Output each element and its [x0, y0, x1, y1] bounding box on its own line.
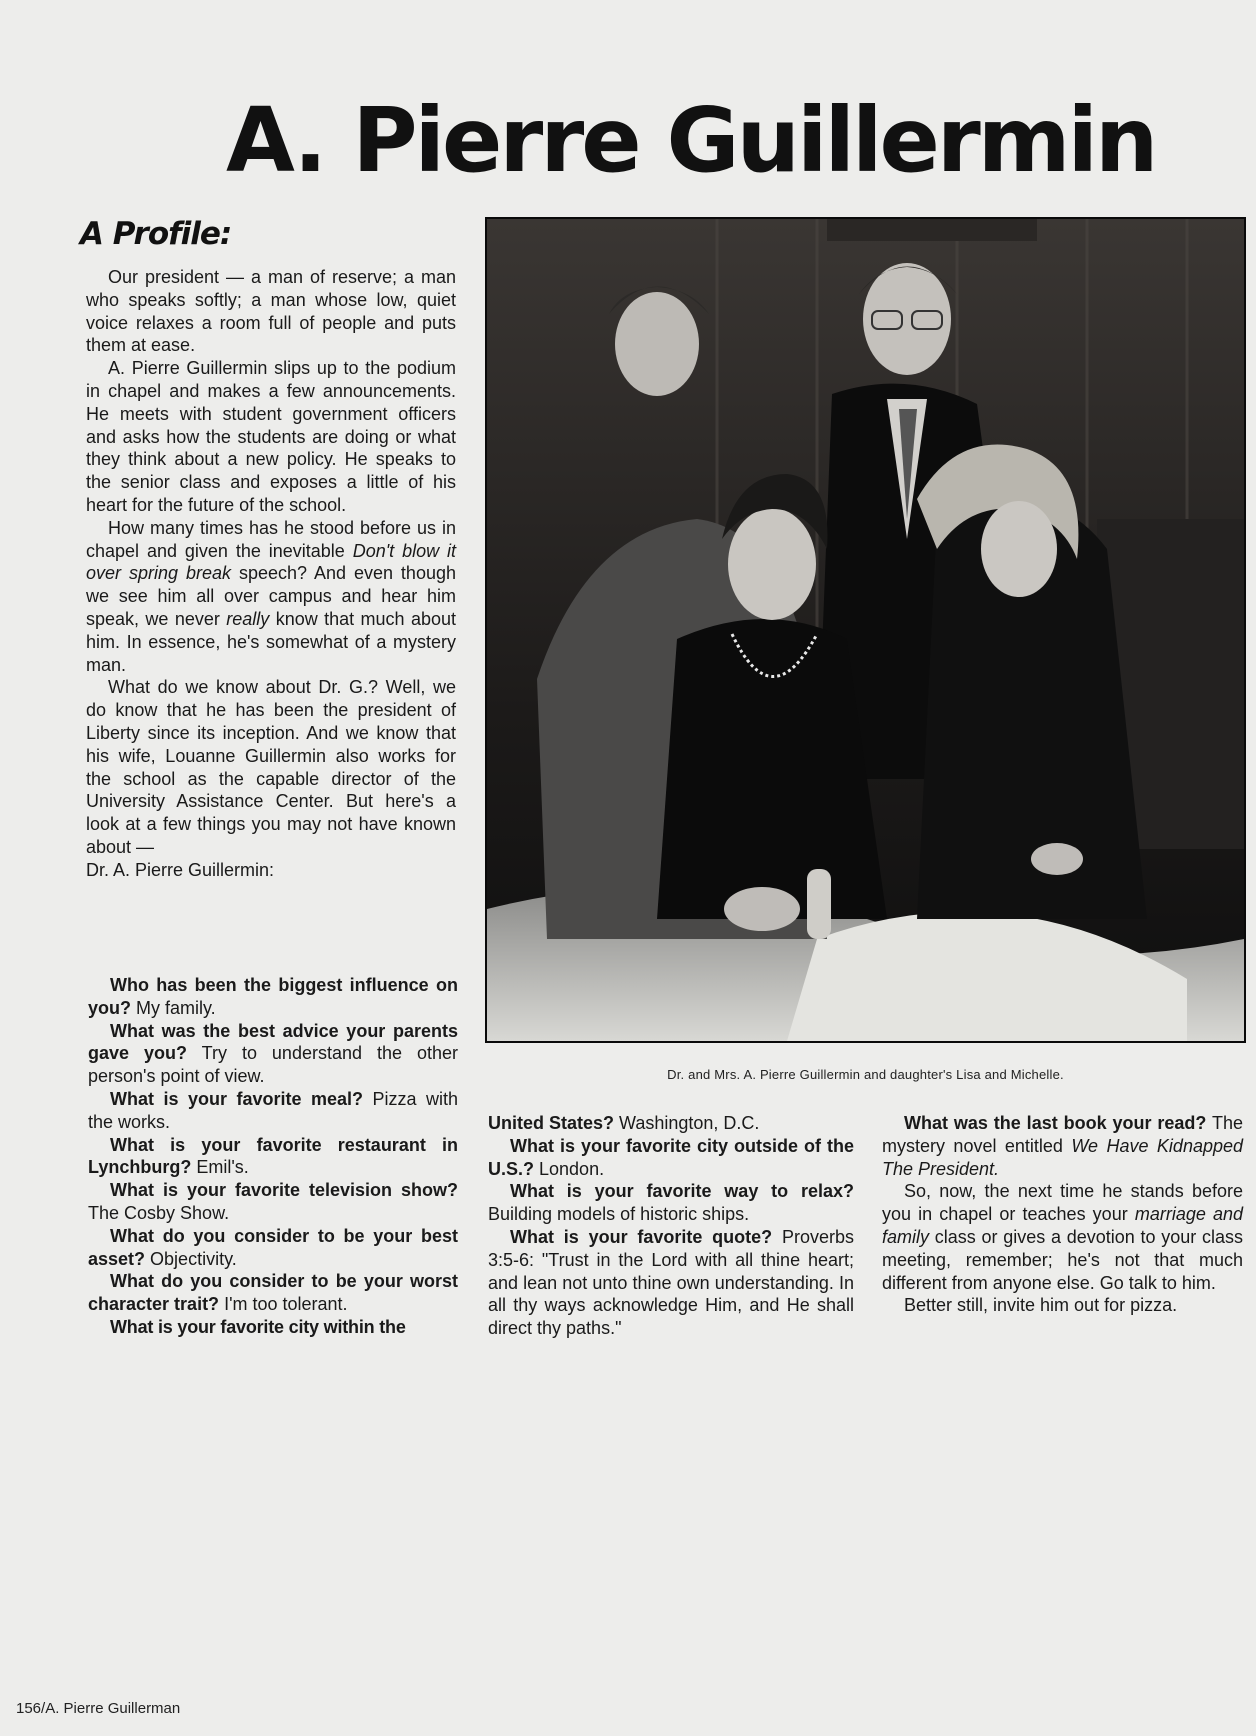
question: What do you consider to be your worst character trait? [88, 1271, 458, 1315]
family-photo-image [487, 219, 1244, 1041]
closing-paragraph-1: So, now, the next time he stands before you in chapel or teaches your marriage and family class or gives a devotion to your class meeting, remember; he's not that much different from anyone else. Go talk to him. [882, 1181, 1243, 1293]
intro-paragraph-2: A. Pierre Guillermin slips up to the podium in chapel and makes a few announcements. He meets with student government officers and asks how the students are doing or what they think about a new policy. He speaks to the senior class and exposes a little of his heart for the future of the school. [86, 358, 456, 515]
intro-paragraph-4-end: Dr. A. Pierre Guillermin: [86, 859, 275, 880]
question: What was the best advice your parents gave you? [88, 1020, 458, 1064]
qa-item [882, 1112, 1243, 1180]
qa-item [488, 1112, 854, 1135]
answer: Try to understand the other person's point of view. [88, 1043, 458, 1087]
speech-title: Don't blow it over spring break [86, 540, 457, 584]
answer: I'm too tolerant. [219, 1294, 348, 1315]
question-part-1: What is your favorite city within the [110, 1316, 406, 1337]
qa-item [88, 974, 458, 1020]
answer: Objectivity. [145, 1248, 237, 1269]
closing-paragraph-2: Better still, invite him out for pizza. [904, 1295, 1178, 1316]
class-name: marriage and family [882, 1204, 1243, 1247]
answer: Emil's. [191, 1157, 249, 1178]
profile-heading: A Profile: [80, 216, 232, 252]
question: Who has been the biggest influence on you? [88, 975, 458, 1018]
qa-item [88, 1179, 458, 1225]
answer: The mystery novel entitled [882, 1113, 1243, 1156]
qa-item [88, 1225, 458, 1271]
question: What is your favorite way to relax? [510, 1181, 854, 1202]
intro-paragraph-1: Our president — a man of reserve; a man who speaks softly; a man whose low, quiet voice relaxes a room full of people and puts them at ease. [86, 267, 456, 356]
answer: Washington, D.C. [614, 1113, 760, 1133]
family-photo [485, 217, 1246, 1043]
answer: My family. [131, 997, 216, 1018]
question: What is your favorite television show? [110, 1180, 458, 1201]
book-title: We Have Kidnapped The President. [882, 1135, 1244, 1179]
qa-item [488, 1180, 854, 1226]
question: What is your favorite meal? [110, 1088, 363, 1109]
page-footer: 156/A. Pierre Guillerman [16, 1700, 181, 1717]
qa-item [88, 1316, 458, 1339]
intro-column [86, 266, 456, 882]
question: What is your favorite quote? [510, 1226, 773, 1247]
photo-caption: Dr. and Mrs. A. Pierre Guillermin and daughter's Lisa and Michelle. [667, 1067, 1064, 1082]
answer: Pizza with the works. [88, 1088, 458, 1132]
qa-column-2 [488, 1112, 854, 1340]
answer: The Cosby Show. [88, 1202, 230, 1223]
emphasis-really: really [226, 608, 270, 629]
qa-item [88, 1020, 458, 1088]
qa-item [88, 1088, 458, 1134]
question: What do you consider to be your best asset? [88, 1225, 458, 1269]
qa-item [488, 1135, 854, 1181]
qa-item [488, 1226, 854, 1340]
question: What is your favorite restaurant in Lynchburg? [88, 1134, 458, 1178]
qa-column-3 [882, 1112, 1243, 1317]
intro-paragraph-3: How many times has he stood before us in chapel and given the inevitable Don't blow it over spring break speech? And even though we see him all over campus and hear him speak, we never really know that much about him. In essence, he's somewhat of a mystery man. [86, 517, 457, 675]
qa-item [88, 1270, 458, 1316]
page-title: A. Pierre Guillermin [226, 88, 1156, 192]
answer: Building models of historic ships. [488, 1204, 750, 1225]
question: What was the last book your read? [904, 1113, 1207, 1133]
answer: Proverbs 3:5-6: "Trust in the Lord with all thine heart; and lean not unto thine own understanding. In all thy ways acknowledge Him, and He shall direct thy paths." [488, 1226, 854, 1339]
intro-paragraph-4: What do we know about Dr. G.? Well, we do know that he has been the president of Liberty since its inception. And we know that his wife, Louanne Guillermin also works for the school as the capable director of the University Assistance Center. But here's a look at a few things you may not have known about — [86, 677, 456, 857]
answer: London. [534, 1158, 605, 1179]
question-part-2: United States? [488, 1113, 615, 1133]
qa-item [88, 1134, 458, 1180]
qa-column-1 [88, 974, 458, 1339]
question: What is your favorite city outside of the U.S.? [488, 1135, 854, 1179]
